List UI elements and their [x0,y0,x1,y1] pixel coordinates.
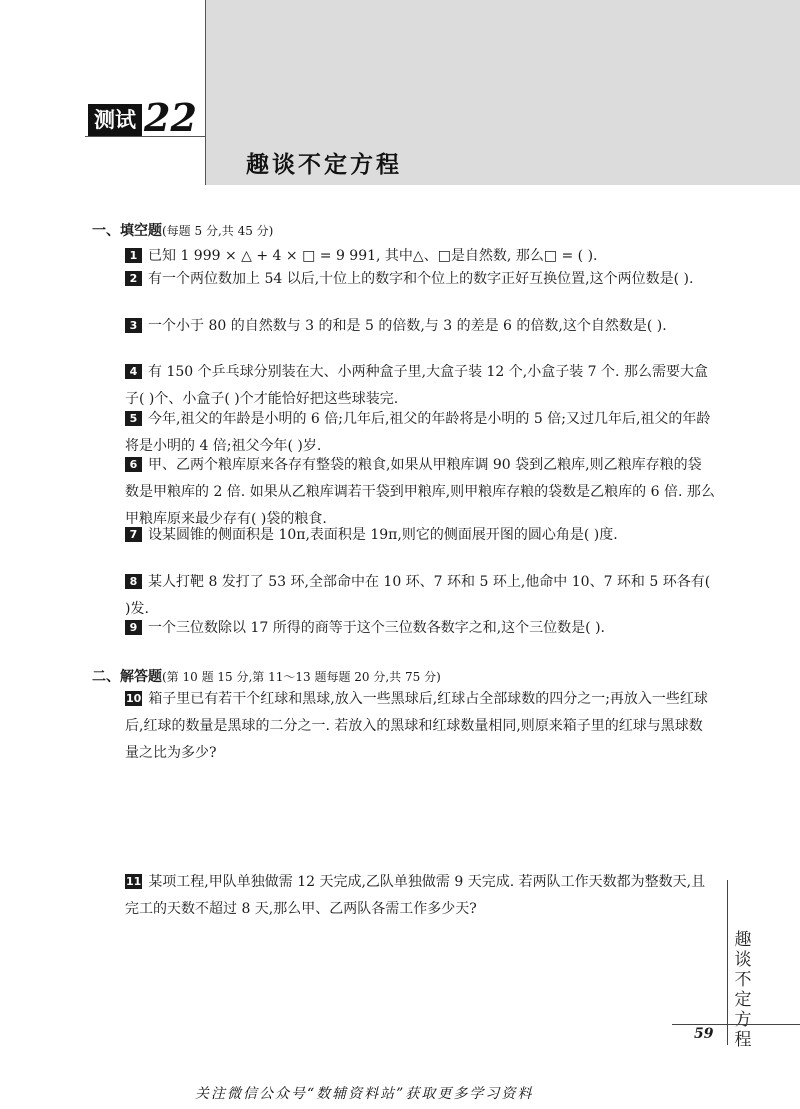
page-number-rule [672,1024,800,1025]
question-number: 4 [125,364,142,379]
question-number: 2 [125,271,142,286]
question-number: 10 [126,692,142,705]
question-number: 6 [125,457,142,472]
question-text: 已知 1 999 × △ + 4 × □ = 9 991, 其中△、□是自然数, 那么□ = ( ). [148,248,598,264]
question-6 [125,452,715,533]
section-note: (第 10 题 15 分,第 11～13 题每题 20 分,共 75 分) [162,670,441,684]
question-7 [125,522,715,549]
chapter-title: 趣谈不定方程 [246,152,402,178]
section-title: 二、解答题 [92,669,162,685]
sidebar-char: 趣 [734,930,752,950]
question-9 [125,615,715,642]
page-number: 59 [694,1026,714,1042]
question-text: 今年,祖父的年龄是小明的 6 倍;几年后,祖父的年龄将是小明的 5 倍;又过几年后,祖父的年龄将是小明的 4 倍;祖父今年( )岁. [125,411,711,454]
question-text: 有一个两位数加上 54 以后,十位上的数字和个位上的数字正好互换位置,这个两位数是( ). [148,271,694,287]
question-number: 7 [125,527,142,542]
question-10 [125,686,715,767]
question-2 [125,266,715,293]
sidebar-chapter-title [733,930,753,1050]
question-4 [125,359,715,413]
sidebar-char: 方 [734,1010,752,1030]
sidebar-char: 谈 [734,950,752,970]
question-text: 某项工程,甲队单独做需 12 天完成,乙队单独做需 9 天完成. 若两队工作天数都为整数天,且完工的天数不超过 8 天,那么甲、乙两队各需工作多少天? [125,874,706,917]
question-number: 8 [125,574,142,589]
question-text: 一个小于 80 的自然数与 3 的和是 5 的倍数,与 3 的差是 6 的倍数,这个自然数是( ). [148,318,667,334]
badge-number: 22 [144,95,197,140]
section-note: (每题 5 分,共 45 分) [162,224,274,238]
question-text: 甲、乙两个粮库原来各存有整袋的粮食,如果从甲粮库调 90 袋到乙粮库,则乙粮库存粮的袋数是甲粮库的 2 倍. 如果从乙粮库调若干袋到甲粮库,则甲粮库存粮的袋数是乙粮库的 6 倍. 那么甲粮库原来最少存有( )袋的粮食. [125,457,715,527]
badge-label: 测试 [88,104,142,136]
sidebar-char: 程 [734,1030,752,1050]
question-text: 设某圆锥的侧面积是 10π,表面积是 19π,则它的侧面展开图的圆心角是( )度. [148,527,618,543]
question-number: 11 [126,875,142,888]
question-text: 有 150 个乒乓球分别装在大、小两种盒子里,大盒子装 12 个,小盒子装 7 个. 那么需要大盒子( )个、小盒子( )个才能恰好把这些球装完. [125,364,708,407]
question-number: 5 [125,411,142,426]
question-3 [125,313,715,340]
sidebar-char: 不 [734,970,752,990]
question-number: 3 [125,318,142,333]
section-fill-blank-heading [92,220,273,240]
sidebar-rule [727,880,728,1045]
section-solve-heading [92,666,441,686]
question-text: 箱子里已有若干个红球和黑球,放入一些黑球后,红球占全部球数的四分之一;再放入一些红球后,红球的数量是黑球的二分之一. 若放入的黑球和红球数量相同,则原来箱子里的红球与黑球数量之比为多少? [125,691,708,761]
question-number: 9 [125,620,142,635]
question-number: 1 [125,248,142,263]
test-badge [88,95,197,140]
footer-note: 关注微信公众号“数辅资料站”获取更多学习资料 [195,1086,534,1102]
section-title: 一、填空题 [92,223,162,239]
sidebar-char: 定 [734,990,752,1010]
question-text: 某人打靶 8 发打了 53 环,全部命中在 10 环、7 环和 5 环上,他命中 10、7 环和 5 环各有( )发. [125,574,711,617]
question-11 [125,869,715,923]
question-text: 一个三位数除以 17 所得的商等于这个三位数各数字之和,这个三位数是( ). [148,620,605,636]
